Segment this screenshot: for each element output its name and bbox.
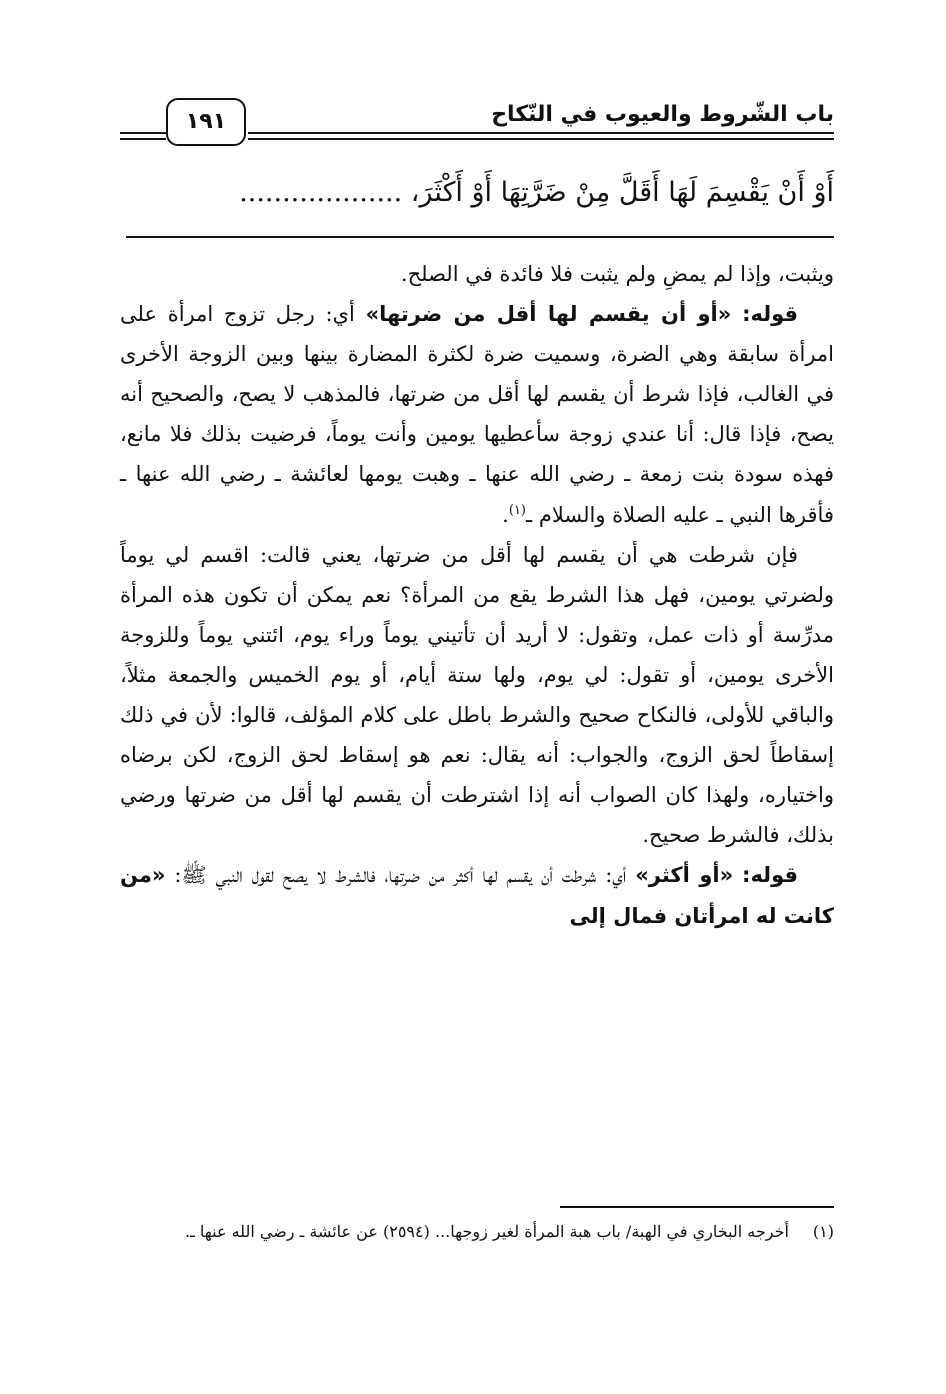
footnote [112,1216,834,1248]
header-rule-right-top [248,132,834,134]
header-rule-left-bottom [120,138,166,140]
matn-text: أَوْ أَنْ يَقْسِمَ لَهَا أَقَلَّ مِنْ ضَرَّتِهَا أَوْ أَكْثَرَ، ................... [239,177,834,208]
footnote-reference: (١) [508,502,526,518]
matn-divider [126,236,834,238]
footnote-text: أخرجه البخاري في الهبة/ باب هبة المرأة لغير زوجها... (٢٥٩٤) عن عائشة ـ رضي الله عنها ـ. [185,1222,789,1241]
qawluh-label: قوله: [742,863,798,888]
commentary-body [120,254,834,936]
paragraph-2-text: أي: رجل تزوج امرأة على امرأة سابقة وهي الضرة، وسميت ضرة لكثرة المضارة بينها وبين الزوجة الأخرى في الغالب، فإذا شرط أن يقسم لها أقل من ضرتها، فالمذهب لا يصح، والصحيح أنه يصح، فإذا قال: أنا عندي زوجة سأعطيها يومين وأنت يوماً، فرضيت بذلك فلا مانع، فهذه سودة بنت زمعة ـ رضي الله عنها ـ وهبت يومها لعائشة ـ رضي الله عنها ـ فأقرها النبي ـ عليه الصلاة والسلام ـ [120,302,834,527]
footnote-number: (١) [812,1222,834,1241]
page-number: ١٩١ [166,98,246,146]
paragraph-1: ويثبت، وإذا لم يمضِ ولم يثبت فلا فائدة في الصلح. [400,262,834,286]
paragraph-3: فإن شرطت هي أن يقسم لها أقل من ضرتها، يعني قالت: اقسم لي يوماً ولضرتي يومين، فهل هذا الشرط يقع من المرأة؟ نعم يمكن أن تكون هذه المرأة مدرِّسة أو ذات عمل، وتقول: لا أريد أن تأتيني يوماً وراء يوم، ائتني يوماً وللزوجة الأخرى يومين، أو تقول: لي يوم، ولها ستة أيام، أو يوم الخميس والجمعة مثلاً، والباقي للأولى، فالنكاح صحيح والشرط باطل على كلام المؤلف، قالوا: لأن في ذلك إسقاطاً لحق الزوج، والجواب: أنه يقال: نعم هو إسقاط لحق الزوج، لكن برضاه واختياره، ولهذا كان الصواب أنه إذا اشترطت أن يقسم لها أقل من ضرتها ورضي بذلك، فالشرط صحيح. [120,542,834,848]
qawluh-label: قوله: [742,302,798,327]
paragraph-4-text: أي: شرطت أن يقسم لها أكثر من ضرتها، فالشرط لا يصح لقول النبي ﷺ: [165,863,636,888]
header-rule-right-bottom [248,138,834,140]
paragraph-2 [120,294,834,535]
running-header [120,96,834,148]
hadith-quote: «من كانت له امرأتان فمال إلى [120,863,834,928]
quoted-matn: «أو أكثر» [635,863,734,888]
header-rule-left-top [120,132,166,134]
quoted-matn: «أو أن يقسم لها أقل من ضرتها» [365,302,732,327]
footnote-divider [560,1206,834,1208]
paragraph-2-end: . [502,502,509,527]
chapter-title: باب الشّروط والعيوب في النّكاح [491,102,834,127]
paragraph-4 [120,855,834,935]
